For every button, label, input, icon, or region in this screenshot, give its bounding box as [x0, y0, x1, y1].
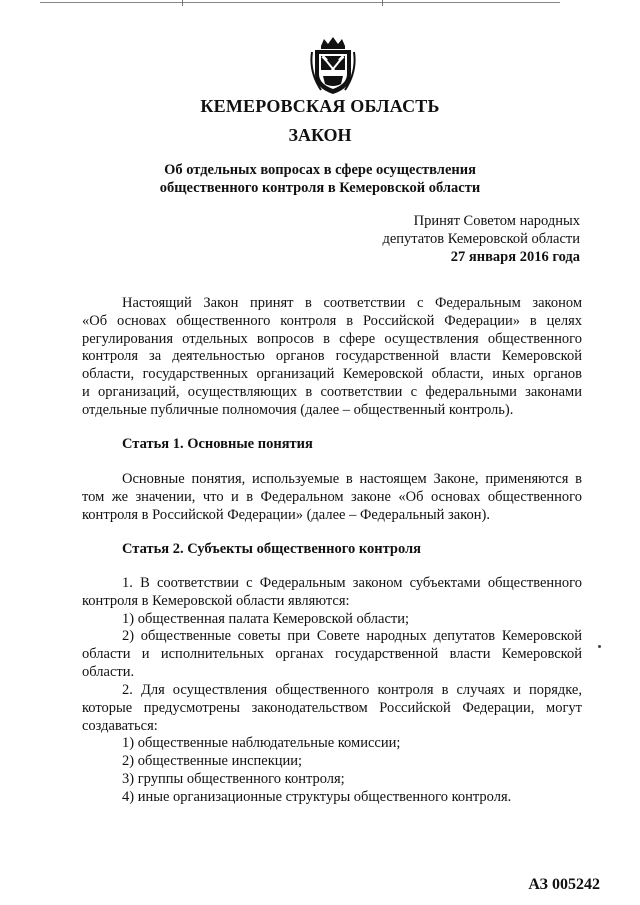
top-tick-mark [182, 0, 183, 6]
text-line: контроля за деятельностью органов государственной власти Кемеровской [82, 348, 582, 365]
text-line: создаваться: [82, 717, 158, 734]
list-item: 1) общественные наблюдательные комиссии; [122, 735, 401, 752]
text-line: 1. В соответствии с Федеральным законом субъектами общественного [122, 575, 582, 591]
article-1-paragraph [82, 471, 582, 524]
top-tick-mark [382, 0, 383, 6]
page-top-rule [40, 2, 560, 3]
text-line: Основные понятия, используемые в настоящем Законе, применяются в [122, 471, 582, 487]
article-2-part-2 [82, 682, 582, 807]
list-item: 3) группы общественного контроля; [122, 770, 345, 787]
text-line: том же значении, что и в Федеральном законе «Об основах общественного [82, 488, 582, 505]
adoption-line: Принят Советом народных [413, 213, 580, 229]
text-line: области, государственных организаций Кемеровской области, иных органов [82, 366, 582, 383]
text-line: регулирования отдельных вопросов в сфере осуществления общественного [82, 330, 582, 347]
text-line: 2. Для осуществления общественного контроля в случаях и порядке, [122, 682, 582, 698]
scan-speck [598, 645, 601, 648]
list-item: 2) общественные инспекции; [122, 753, 303, 770]
list-item: области. [82, 663, 135, 680]
text-line: которые предусмотрены законодательством Российской Федерации, могут [82, 699, 582, 716]
law-title-line: Об отдельных вопросах в сфере осуществления [164, 162, 476, 178]
list-item: 4) иные организационные структуры общественного контроля. [122, 788, 512, 805]
document-type-heading: ЗАКОН [288, 125, 352, 145]
text-line: Настоящий Закон принят в соответствии с Федеральным законом [122, 295, 582, 311]
adoption-line: депутатов Кемеровской области [382, 231, 580, 247]
article-2-heading: Статья 2. Субъекты общественного контроля [122, 541, 421, 557]
adoption-date: 27 января 2016 года [450, 249, 580, 265]
list-item: 2) общественные советы при Совете народных депутатов Кемеровской [122, 628, 582, 645]
adoption-block [382, 212, 580, 266]
text-line: контроля в Российской Федерации» (далее – Федеральный закон). [82, 506, 490, 523]
text-line: «Об основах общественного контроля в Российской Федерации» в целях [82, 312, 582, 329]
list-item: области и исполнительных органах государственной власти Кемеровской [82, 646, 582, 663]
article-1-heading: Статья 1. Основные понятия [122, 436, 313, 452]
region-heading: КЕМЕРОВСКАЯ ОБЛАСТЬ [200, 96, 440, 116]
law-title-line: общественного контроля в Кемеровской области [159, 180, 481, 196]
preamble-paragraph [82, 295, 582, 420]
law-title [0, 161, 640, 197]
text-line: контроля в Кемеровской области являются: [82, 592, 350, 609]
article-2-part-1 [82, 575, 582, 682]
coat-of-arms-emblem [309, 36, 357, 96]
list-item: 1) общественная палата Кемеровской области; [122, 610, 410, 627]
text-line: отдельные публичные полномочия (далее – общественный контроль). [82, 401, 514, 418]
document-serial-code: АЗ 005242 [528, 876, 600, 893]
text-line: и организаций, осуществляющих в соответствии с федеральными законами [82, 383, 582, 400]
